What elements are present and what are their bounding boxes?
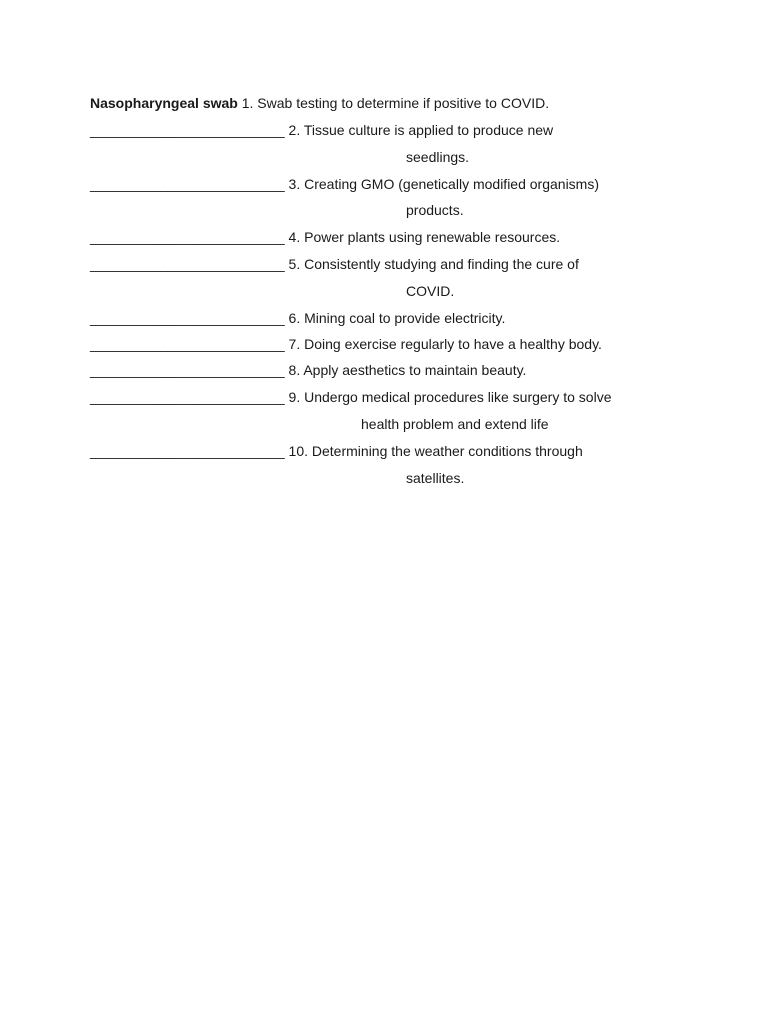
item-text-continuation: seedlings.	[406, 149, 470, 165]
answer-blank: _________________________	[90, 362, 285, 378]
item-text: 10. Determining the weather conditions through	[288, 443, 583, 459]
answer-blank: _________________________	[90, 443, 285, 459]
item-text-continuation: health problem and extend life	[361, 416, 549, 432]
answer-blank: _________________________	[90, 256, 285, 272]
worksheet-item-3	[90, 175, 599, 193]
worksheet-item-2	[90, 121, 553, 139]
item-text-continuation: satellites.	[406, 470, 465, 486]
worksheet-item-9	[90, 388, 611, 406]
worksheet-item-8	[90, 361, 526, 379]
answer-blank: _________________________	[90, 389, 285, 405]
answer-blank: _________________________	[90, 176, 285, 192]
item-text: 3. Creating GMO (genetically modified organisms)	[288, 176, 600, 192]
answer-blank: _________________________	[90, 310, 285, 326]
item-text-continuation: COVID.	[406, 283, 455, 299]
item-text: 9. Undergo medical procedures like surgery to solve	[288, 389, 612, 405]
item-text-continuation: products.	[406, 202, 464, 218]
answer-blank: _________________________	[90, 229, 285, 245]
worksheet-item-10	[90, 442, 583, 460]
answer-blank: _________________________	[90, 336, 285, 352]
item-text: 5. Consistently studying and finding the cure of	[288, 256, 579, 272]
worksheet-item-4	[90, 228, 560, 246]
item-text: 4. Power plants using renewable resources.	[288, 229, 561, 245]
item-text: 6. Mining coal to provide electricity.	[288, 310, 506, 326]
item-text: 1. Swab testing to determine if positive to COVID.	[241, 95, 550, 111]
worksheet-item-7	[90, 335, 602, 353]
item-text: 8. Apply aesthetics to maintain beauty.	[288, 362, 527, 378]
worksheet-item-1	[90, 94, 549, 112]
item-text: 2. Tissue culture is applied to produce new	[288, 122, 554, 138]
answer-blank: _________________________	[90, 122, 285, 138]
worksheet-item-5	[90, 255, 579, 273]
answer-filled: Nasopharyngeal swab	[90, 95, 238, 111]
item-text: 7. Doing exercise regularly to have a healthy body.	[288, 336, 602, 352]
worksheet-item-6	[90, 309, 505, 327]
